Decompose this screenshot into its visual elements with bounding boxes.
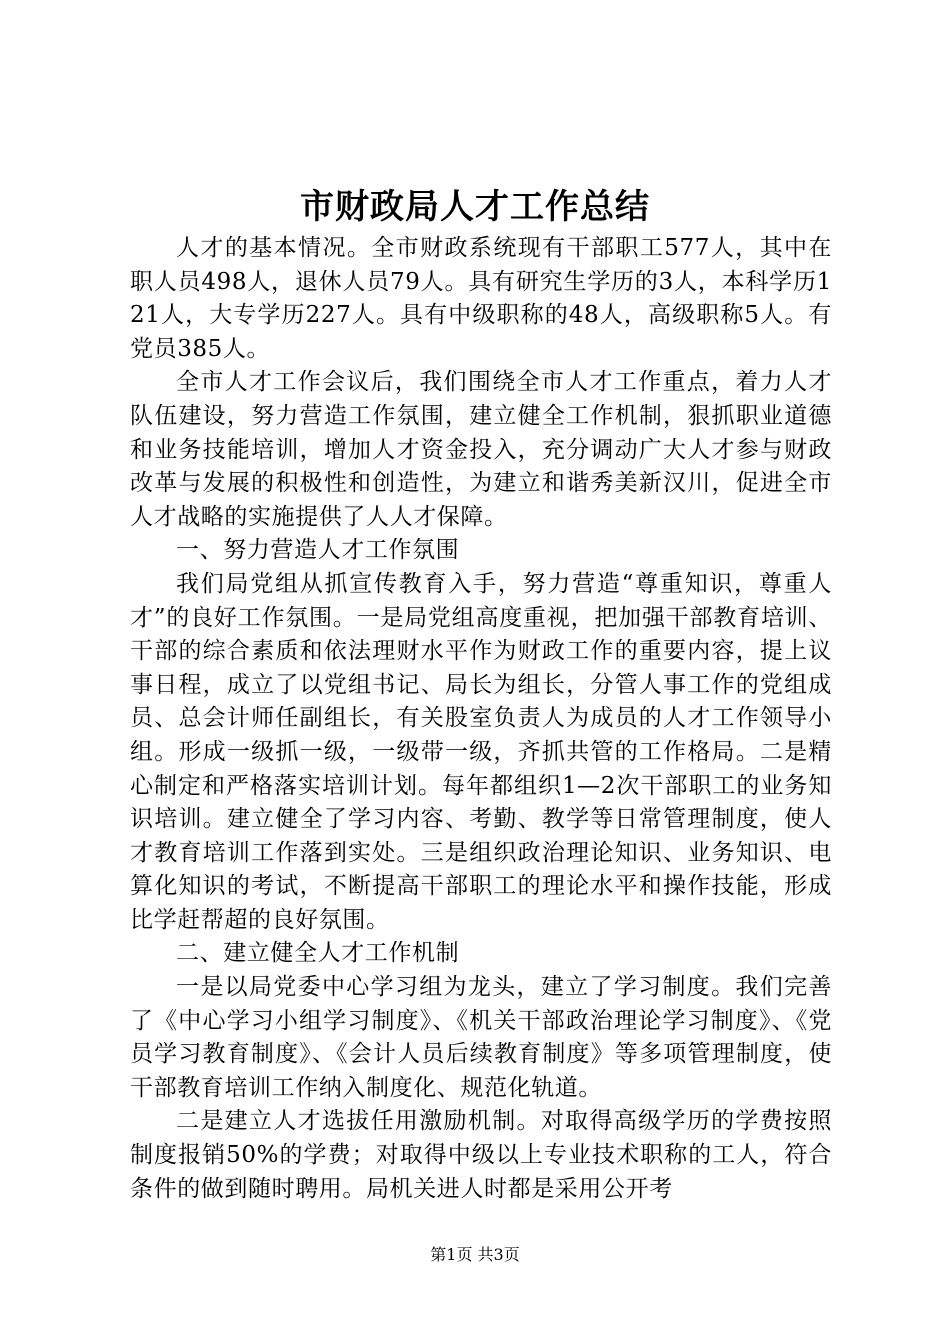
section-heading-2: 二、建立健全人才工作机制 [176,940,460,967]
paragraph-incentive: 二是建立人才选拔任用激励机制。对取得高级学历的学费按照制度报销50%的学费；对取得中级以上专业技术职称的工人，符合条件的做到随时聘用。局机关进人时都是采用公开考 [130,1108,832,1202]
paragraph-atmosphere: 我们局党组从抓宣传教育入手，努力营造“尊重知识，尊重人才”的良好工作氛围。一是局党组高度重视，把加强干部教育培训、干部的综合素质和依法理财水平作为财政工作的重要内容，提上议事日程，成立了以党组书记、局长为组长，分管人事工作的党组成员、总会计师任副组长，有关股室负责人为成员的人才工作领导小组。形成一级抓一级，一级带一级，齐抓共管的工作格局。二是精心制定和严格落实培训计划。每年都组织1—2次干部职工的业务知识培训。建立健全了学习内容、考勤、教学等日常管理制度，使人才教育培训工作落到实处。三是组织政治理论知识、业务知识、电算化知识的考试，不断提高干部职工的理论水平和操作技能，形成比学赶帮超的良好氛围。 [130,570,832,933]
document-title: 市财政局人才工作总结 [300,187,650,227]
paragraph-overview: 全市人才工作会议后，我们围绕全市人才工作重点，着力人才队伍建设，努力营造工作氛围，建立健全工作机制，狠抓职业道德和业务技能培训，增加人才资金投入，充分调动广大人才参与财政改革与发展的积极性和创造性，为建立和谐秀美新汉川，促进全市人才战略的实施提供了人人才保障。 [130,369,832,530]
section-heading-1: 一、努力营造人才工作氛围 [176,537,460,564]
paragraph-study-system: 一是以局党委中心学习组为龙头，建立了学习制度。我们完善了《中心学习小组学习制度》、《机关干部政治理论学习制度》、《党员学习教育制度》、《会计人员后续教育制度》等多项管理制度，使干部教育培训工作纳入制度化、规范化轨道。 [130,974,832,1101]
page-footer: 第1页 共3页 [430,1245,520,1264]
paragraph-basic-info: 人才的基本情况。全市财政系统现有干部职工577人，其中在职人员498人，退休人员79人。具有研究生学历的3人，本科学历121人，大专学历227人。具有中级职称的48人，高级职称5人。有党员385人。 [130,235,832,362]
document-body [130,232,832,1206]
